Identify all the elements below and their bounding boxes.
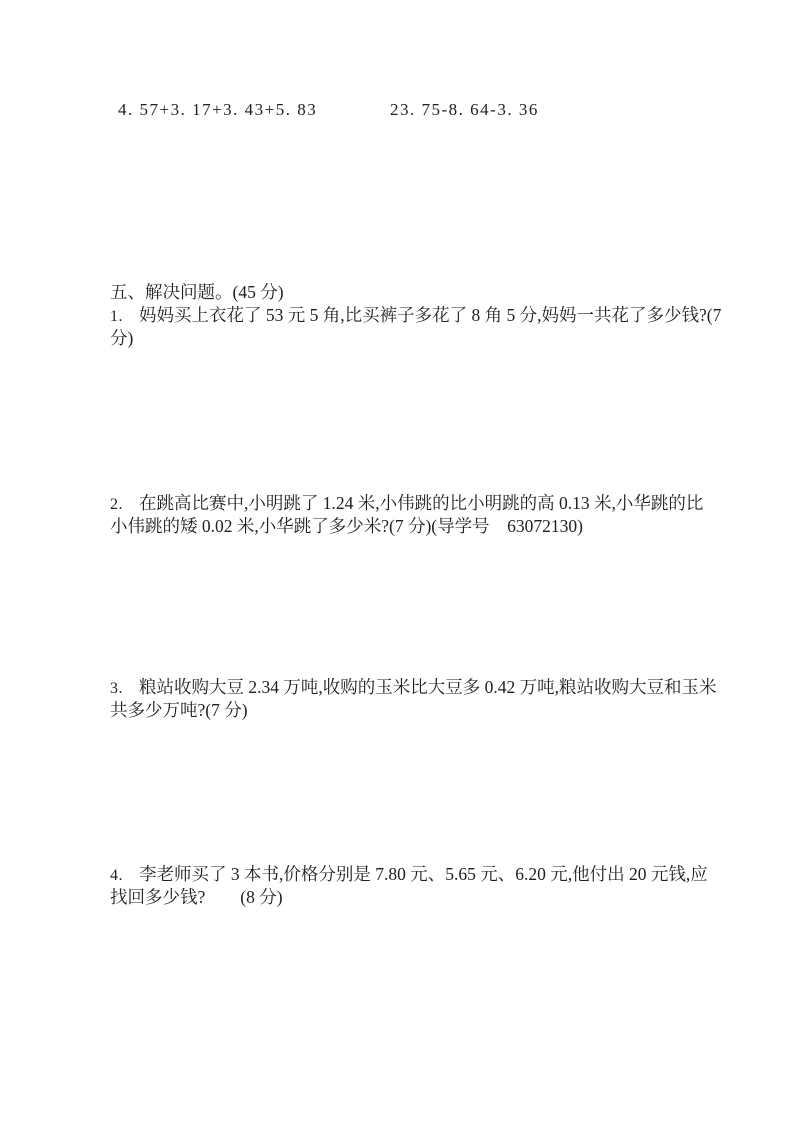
problem-2-line-1 — [110, 492, 704, 515]
problem-1-line-1 — [110, 304, 722, 327]
section-heading: 五、解决问题。(45 分) — [110, 282, 284, 302]
problem-1-number: 1. — [110, 308, 123, 325]
problem-4 — [110, 863, 708, 909]
problem-2-text: 在跳高比赛中,小明跳了 1.24 米,小伟跳的比小明跳的高 0.13 米,小华跳的比 — [139, 493, 704, 513]
calculation-expression-2: 23. 75-8. 64-3. 36 — [390, 100, 539, 119]
problem-1-line-2: 分) — [110, 328, 134, 348]
problem-3-text: 粮站收购大豆 2.34 万吨,收购的玉米比大豆多 0.42 万吨,粮站收购大豆和玉米 — [139, 677, 717, 697]
problem-4-line-1 — [110, 863, 708, 886]
problem-1-text: 妈妈买上衣花了 53 元 5 角,比买裤子多花了 8 角 5 分,妈妈一共花了多少钱?(7 — [139, 305, 722, 325]
problem-4-line-2: 找回多少钱? (8 分) — [110, 887, 283, 907]
problem-2-number: 2. — [110, 496, 123, 513]
calculation-expression-1: 4. 57+3. 17+3. 43+5. 83 — [118, 100, 318, 119]
problem-4-text: 李老师买了 3 本书,价格分别是 7.80 元、5.65 元、6.20 元,他付出 20 元钱,应 — [139, 864, 708, 884]
problem-2-line-2: 小伟跳的矮 0.02 米,小华跳了多少米?(7 分)(导学号 63072130) — [110, 516, 583, 536]
problem-3 — [110, 676, 717, 722]
problem-4-number: 4. — [110, 867, 123, 884]
calculation-row — [0, 98, 793, 121]
problem-3-line-2: 共多少万吨?(7 分) — [110, 700, 248, 720]
problem-3-number: 3. — [110, 680, 123, 697]
problem-2 — [110, 492, 704, 538]
problem-3-line-1 — [110, 676, 717, 699]
problem-1 — [110, 304, 722, 350]
